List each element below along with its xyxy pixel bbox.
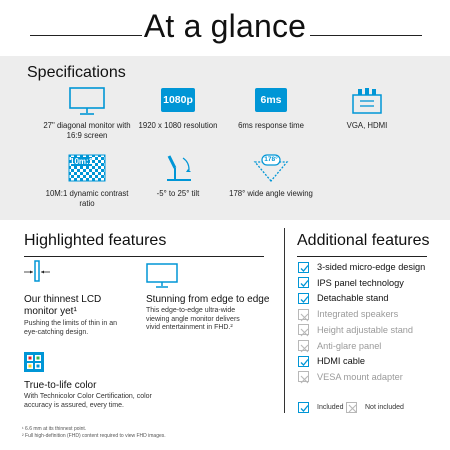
checkbox-checked-icon (298, 356, 309, 367)
checkbox-checked-icon (298, 402, 309, 413)
legend-included-label: Included (317, 404, 344, 411)
footnote: ¹ 6.6 mm at its thinnest point. (22, 426, 87, 432)
additional-feature-label: Height adjustable stand (317, 324, 414, 335)
feature-title: Our thinnest LCD monitor yet¹ (24, 294, 102, 317)
viewing-badge-text: 178° (264, 156, 278, 163)
highlighted-rule (24, 256, 264, 257)
specifications-panel (0, 56, 450, 220)
additional-feature-label: Detachable stand (317, 293, 389, 304)
feature-desc: This edge-to-edge ultra-wide viewing angle monitor delivers vivid entertainment in FHD.² (146, 307, 240, 332)
additional-feature-label: HDMI cable (317, 356, 365, 367)
additional-feature-label: VESA mount adapter (317, 371, 403, 382)
spec-item-screen (42, 86, 132, 140)
page-title: At a glance (143, 8, 307, 44)
edge-to-edge-monitor-icon (146, 263, 178, 289)
additional-feature-row (298, 276, 404, 290)
additional-feature-row (298, 354, 365, 368)
spec-item-contrast (42, 152, 132, 208)
ports-icon (351, 86, 383, 116)
feature-title: Stunning from edge to edge (146, 294, 270, 305)
spec-item-resolution (133, 86, 223, 131)
monitor-icon (68, 86, 106, 116)
spec-label: 178° wide angle viewing (229, 189, 313, 198)
legend-included (298, 402, 343, 413)
additional-feature-row (298, 370, 403, 384)
spec-label: 1920 x 1080 resolution (138, 121, 218, 130)
feature-desc: With Technicolor Color Certification, color accuracy is assured, every time. (24, 393, 152, 409)
footnote: ² Full high-definition (FHD) content required to view FHD images. (22, 433, 166, 439)
thin-monitor-icon (22, 260, 52, 284)
spec-item-ports (322, 86, 412, 131)
spec-label: 27" diagonal monitor with 16:9 screen (43, 121, 131, 140)
tilt-icon (161, 152, 195, 184)
spec-item-tilt (133, 152, 223, 199)
checkbox-checked-icon (298, 293, 309, 304)
checkbox-x-icon (346, 402, 357, 413)
color-checker-icon (24, 352, 44, 372)
checkbox-x-icon (298, 371, 309, 382)
additional-feature-label: 3-sided micro-edge design (317, 262, 426, 272)
spec-label: 6ms response time (238, 121, 304, 130)
additional-feature-label: Anti-glare panel (317, 340, 382, 351)
checkbox-checked-icon (298, 277, 309, 288)
additional-feature-row (298, 260, 425, 274)
checkbox-x-icon (298, 324, 309, 335)
contrast-badge-text: 10m:1 (70, 157, 94, 166)
feature-desc: Pushing the limits of thin in an eye-catching design. (24, 320, 117, 336)
spec-item-viewing (226, 152, 316, 199)
additional-feature-label: Integrated speakers (317, 309, 399, 320)
spec-label: -5° to 25° tilt (156, 189, 200, 198)
additional-feature-row (298, 323, 413, 337)
highlighted-features-title: Highlighted features (24, 232, 167, 249)
additional-feature-row (298, 339, 381, 353)
additional-feature-row (298, 307, 398, 321)
resolution-badge-icon (161, 88, 195, 112)
additional-feature-label: IPS panel technology (317, 277, 404, 288)
additional-features-title: Additional features (297, 232, 430, 249)
spec-label: VGA, HDMI (346, 121, 388, 130)
checkbox-x-icon (298, 309, 309, 320)
additional-feature-row (298, 291, 389, 305)
checkbox-x-icon (298, 340, 309, 351)
legend-not-included (346, 402, 404, 413)
additional-rule (297, 256, 427, 257)
header-rule-right (310, 35, 422, 36)
response-badge-text: 6ms (260, 94, 282, 106)
resolution-badge-text: 1080p (163, 94, 193, 106)
spec-label: 10M:1 dynamic contrast ratio (45, 189, 129, 208)
response-time-badge-icon (255, 88, 287, 112)
spec-item-response (226, 86, 316, 131)
legend-not-included-label: Not included (365, 404, 404, 411)
checkbox-checked-icon (298, 262, 309, 273)
feature-title: True-to-life color (24, 380, 97, 391)
specifications-title: Specifications (27, 64, 126, 81)
section-divider (284, 228, 285, 413)
